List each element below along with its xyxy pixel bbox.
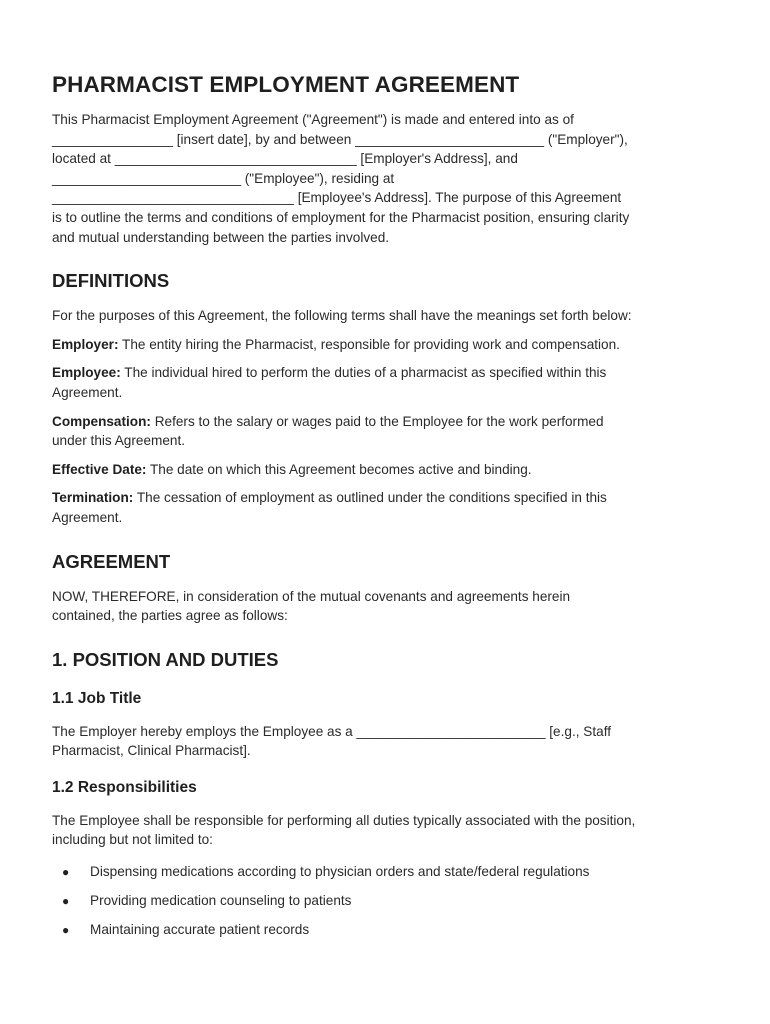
definition-term: Termination: bbox=[52, 490, 134, 506]
definition-text: The cessation of employment as outlined under the conditions specified in this bbox=[133, 490, 607, 506]
list-item bbox=[52, 891, 720, 911]
document-title: PHARMACIST EMPLOYMENT AGREEMENT bbox=[52, 72, 520, 97]
responsibilities-heading: 1.2 Responsibilities bbox=[52, 778, 197, 796]
job-title-paragraph bbox=[52, 722, 720, 761]
responsibilities-list bbox=[52, 862, 720, 940]
definition-termination bbox=[52, 488, 720, 527]
definition-employee bbox=[52, 363, 720, 402]
job-title-line: The Employer hereby employs the Employee as a _________________________ [e.g., Staff bbox=[52, 723, 611, 739]
responsibilities-line: including but not limited to: bbox=[52, 832, 213, 848]
definitions-lead: For the purposes of this Agreement, the following terms shall have the meanings set forth below: bbox=[52, 308, 632, 324]
intro-paragraph bbox=[52, 110, 720, 247]
intro-line: located at ________________________________ [Employer's Address], and bbox=[52, 151, 518, 167]
definition-text: under this Agreement. bbox=[52, 433, 185, 449]
definition-term: Compensation: bbox=[52, 413, 151, 429]
list-item-text: Maintaining accurate patient records bbox=[90, 922, 310, 938]
intro-line: _________________________ ("Employee"), residing at bbox=[52, 170, 395, 186]
job-title-line: Pharmacist, Clinical Pharmacist]. bbox=[52, 743, 251, 759]
definition-effective-date bbox=[52, 460, 720, 480]
definition-text: The date on which this Agreement becomes active and binding. bbox=[146, 461, 532, 477]
definition-term: Effective Date: bbox=[52, 461, 147, 477]
list-item-text: Providing medication counseling to patients bbox=[90, 893, 352, 909]
definitions-heading: DEFINITIONS bbox=[52, 270, 170, 292]
definition-text: The individual hired to perform the duties of a pharmacist as specified within this bbox=[120, 365, 607, 381]
section-position-heading: 1. POSITION AND DUTIES bbox=[52, 648, 279, 670]
definition-employer bbox=[52, 335, 720, 355]
agreement-line: contained, the parties agree as follows: bbox=[52, 608, 288, 624]
intro-line: This Pharmacist Employment Agreement ("Agreement") is made and entered into as of bbox=[52, 112, 574, 127]
intro-line: ________________ [insert date], by and between _________________________ ("Employer"), bbox=[52, 131, 628, 147]
definition-text: Agreement. bbox=[52, 384, 123, 400]
responsibilities-paragraph bbox=[52, 811, 720, 850]
agreement-line: NOW, THEREFORE, in consideration of the mutual covenants and agreements herein bbox=[52, 588, 571, 604]
list-item-text: Dispensing medications according to physician orders and state/federal regulations bbox=[90, 864, 590, 880]
definition-text: Refers to the salary or wages paid to the Employee for the work performed bbox=[150, 413, 604, 429]
agreement-paragraph bbox=[52, 587, 720, 626]
definition-term: Employee: bbox=[52, 365, 121, 381]
definition-term: Employer: bbox=[52, 336, 119, 352]
intro-line: ________________________________ [Employee's Address]. The purpose of this Agreement bbox=[52, 190, 622, 206]
intro-line: and mutual understanding between the parties involved. bbox=[52, 229, 390, 245]
bullet-icon: ● bbox=[62, 894, 70, 909]
definition-compensation bbox=[52, 412, 720, 451]
intro-line: is to outline the terms and conditions of employment for the Pharmacist position, ensuring clarity bbox=[52, 209, 630, 225]
list-item bbox=[52, 862, 720, 882]
bullet-icon: ● bbox=[62, 923, 70, 938]
document-body bbox=[52, 70, 720, 950]
responsibilities-line: The Employee shall be responsible for performing all duties typically associated with the position, bbox=[52, 812, 636, 828]
agreement-heading: AGREEMENT bbox=[52, 550, 171, 572]
definition-text: The entity hiring the Pharmacist, responsible for providing work and compensation. bbox=[118, 336, 620, 352]
definition-text: Agreement. bbox=[52, 509, 123, 525]
job-title-heading: 1.1 Job Title bbox=[52, 689, 142, 707]
list-item bbox=[52, 920, 720, 940]
bullet-icon: ● bbox=[62, 865, 70, 880]
